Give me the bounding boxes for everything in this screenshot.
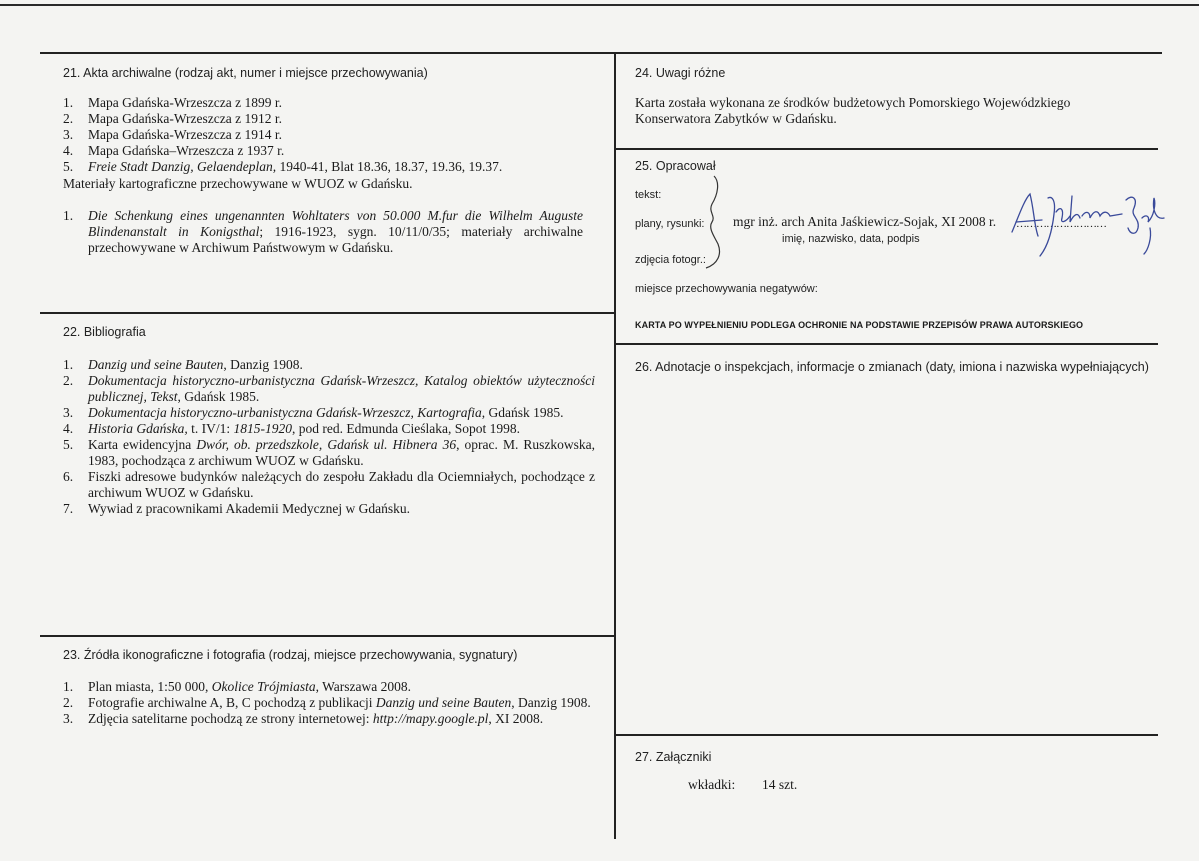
list-item bbox=[63, 437, 595, 469]
list-item bbox=[63, 695, 595, 711]
italic-title: Okolice Trójmiasta bbox=[211, 679, 316, 694]
text-fragment: , Danzig 1908. bbox=[511, 695, 591, 710]
list-item bbox=[63, 469, 595, 501]
list-number: 7. bbox=[63, 501, 74, 516]
archive-list bbox=[63, 95, 603, 175]
list-number: 1. bbox=[63, 679, 74, 694]
rule-22-23 bbox=[40, 635, 615, 637]
attachments-label: wkładki: bbox=[688, 777, 736, 792]
list-number: 6. bbox=[63, 469, 74, 484]
list-item bbox=[63, 159, 603, 175]
list-text: Mapa Gdańska-Wrzeszcza z 1912 r. bbox=[88, 111, 282, 126]
remarks-text: Karta została wykonana ze środków budżetowych Pomorskiego Wojewódzkiego Konserwatora Zabytków w Gdańsku. bbox=[635, 95, 1071, 126]
text-fragment: , Gdańsk 1985. bbox=[481, 405, 564, 420]
italic-title: http://mapy.google.pl bbox=[372, 711, 489, 726]
list-item bbox=[63, 208, 583, 256]
list-text bbox=[88, 421, 595, 437]
italic-title: Dokumentacja historyczno-urbanistyczna Gdańsk-Wrzeszcz, Kartografia bbox=[88, 405, 482, 420]
rule-24-25 bbox=[614, 148, 1158, 150]
list-text bbox=[88, 373, 595, 405]
list-number: 1. bbox=[63, 95, 74, 110]
signature-dots: ……………………… bbox=[1016, 218, 1106, 230]
italic-title: Danzig und seine Bauten bbox=[88, 357, 224, 372]
list-item bbox=[63, 127, 603, 143]
iconography-list bbox=[63, 679, 595, 727]
text-fragment: , Danzig 1908. bbox=[223, 357, 303, 372]
text-fragment: Fotografie archiwalne A, B, C pochodzą z publikacji bbox=[88, 695, 376, 710]
list-number: 5. bbox=[63, 159, 74, 174]
list-text: Mapa Gdańska-Wrzeszcza z 1899 r. bbox=[88, 95, 282, 110]
text-fragment: , XI 2008. bbox=[488, 711, 544, 726]
list-number: 3. bbox=[63, 405, 74, 420]
list-text: Fiszki adresowe budynków należących do zespołu Zakładu dla Ociemniałych, pochodzące z archiwum WUOZ w Gdańsku. bbox=[88, 469, 595, 500]
list-number: 1. bbox=[63, 208, 74, 223]
list-item bbox=[63, 143, 603, 159]
top-border bbox=[0, 4, 1199, 6]
list-item bbox=[63, 405, 595, 421]
italic-title: Dwór, ob. przedszkole, Gdańsk ul. Hibnera 36 bbox=[196, 437, 457, 452]
top-rule bbox=[40, 52, 1162, 54]
list-text bbox=[88, 159, 603, 175]
list-number: 1. bbox=[63, 357, 74, 372]
attachments-value: 14 szt. bbox=[762, 777, 798, 792]
section-21-heading: 21. Akta archiwalne (rodzaj akt, numer i miejsce przechowywania) bbox=[63, 66, 428, 80]
section-25-heading: 25. Opracował bbox=[635, 159, 716, 173]
italic-title: Freie Stadt Danzig, Gelaendeplan, bbox=[88, 159, 277, 174]
list-text: Mapa Gdańska–Wrzeszcza z 1937 r. bbox=[88, 143, 285, 158]
list-text bbox=[88, 679, 595, 695]
text-fragment: , Warszawa 2008. bbox=[315, 679, 412, 694]
list-text bbox=[88, 208, 583, 256]
photos-label: zdjęcia fotogr.: bbox=[635, 254, 706, 266]
list-number: 4. bbox=[63, 421, 74, 436]
list-text bbox=[88, 357, 595, 373]
list-item bbox=[63, 95, 603, 111]
list-text: Mapa Gdańska-Wrzeszcza z 1914 r. bbox=[88, 127, 282, 142]
rule-25-26 bbox=[614, 343, 1158, 345]
list-number: 4. bbox=[63, 143, 74, 158]
italic-title: 1815-1920 bbox=[233, 421, 293, 436]
text-fragment: ; 1916-1923, sygn. 10/11/0/35; materiały archiwalne przechowywane w Archiwum Państwowym w Gdańsku. bbox=[88, 224, 583, 255]
italic-title: Dokumentacja historyczno-urbanistyczna Gdańsk-Wrzeszcz, Katalog obiektów użyteczności publicznej, Tekst bbox=[88, 373, 595, 404]
text-fragment: t. IV/1: bbox=[187, 421, 234, 436]
text-fragment: , Gdańsk 1985. bbox=[177, 389, 260, 404]
section-24-heading: 24. Uwagi różne bbox=[635, 66, 726, 80]
text-fragment: 1940-41, Blat 18.36, 18.37, 19.36, 19.37. bbox=[276, 159, 503, 174]
list-number: 2. bbox=[63, 695, 74, 710]
list-item bbox=[63, 111, 603, 127]
list-item bbox=[63, 421, 595, 437]
list-text bbox=[88, 405, 595, 421]
text-fragment: Plan miasta, 1:50 000, bbox=[88, 679, 212, 694]
list-item bbox=[63, 373, 595, 405]
text-fragment: , pod red. Edmunda Cieślaka, Sopot 1998. bbox=[292, 421, 520, 436]
list-item bbox=[63, 501, 595, 517]
section-27-heading: 27. Załączniki bbox=[635, 750, 712, 764]
curly-brace bbox=[700, 172, 726, 272]
archive-list-2 bbox=[63, 208, 583, 256]
text-label: tekst: bbox=[635, 189, 662, 201]
italic-title: Danzig und seine Bauten bbox=[375, 695, 512, 710]
archive-note: Materiały kartograficzne przechowywane w WUOZ w Gdańsku. bbox=[63, 176, 413, 191]
section-23-heading: 23. Źródła ikonograficzne i fotografia (rodzaj, miejsce przechowywania, sygnatury) bbox=[63, 648, 518, 662]
rule-26-27 bbox=[614, 734, 1158, 736]
section-22-heading: 22. Bibliografia bbox=[63, 325, 146, 339]
list-text bbox=[88, 695, 595, 711]
author-line: mgr inż. arch Anita Jaśkiewicz-Sojak, XI 2008 r. bbox=[733, 214, 997, 229]
list-text: Wywiad z pracownikami Akademii Medycznej w Gdańsku. bbox=[88, 501, 410, 516]
italic-title: Die Schenkung eines ungenannten Wohltaters von 50.000 M.fur die Wilhelm Auguste Blindenanstalt in Konigsthal bbox=[88, 208, 583, 239]
list-number: 5. bbox=[63, 437, 74, 452]
signature-caption: imię, nazwisko, data, podpis bbox=[782, 233, 920, 245]
handwritten-signature bbox=[1004, 188, 1174, 260]
bibliography-list bbox=[63, 357, 595, 517]
list-number: 3. bbox=[63, 127, 74, 142]
list-item bbox=[63, 711, 595, 727]
list-item bbox=[63, 357, 595, 373]
copyright-notice: KARTA PO WYPEŁNIENIU PODLEGA OCHRONIE NA PODSTAWIE PRZEPISÓW PRAWA AUTORSKIEGO bbox=[635, 320, 1084, 330]
plans-label: plany, rysunki: bbox=[635, 218, 705, 230]
text-fragment: Karta ewidencyjna bbox=[88, 437, 197, 452]
text-fragment: , oprac. M. Ruszkowska, 1983, pochodząca z archiwum WUOZ w Gdańsku. bbox=[88, 437, 596, 468]
negatives-label: miejsce przechowywania negatywów: bbox=[635, 283, 818, 295]
list-number: 3. bbox=[63, 711, 74, 726]
text-fragment: Zdjęcia satelitarne pochodzą ze strony internetowej: bbox=[88, 711, 373, 726]
list-text bbox=[88, 437, 595, 469]
list-number: 2. bbox=[63, 373, 74, 388]
italic-title: Historia Gdańska, bbox=[88, 421, 188, 436]
center-divider bbox=[614, 52, 616, 839]
rule-21-22 bbox=[40, 312, 615, 314]
list-text bbox=[88, 711, 595, 727]
list-item bbox=[63, 679, 595, 695]
list-number: 2. bbox=[63, 111, 74, 126]
section-26-heading: 26. Adnotacje o inspekcjach, informacje o zmianach (daty, imiona i nazwiska wypełniających) bbox=[635, 360, 1149, 374]
